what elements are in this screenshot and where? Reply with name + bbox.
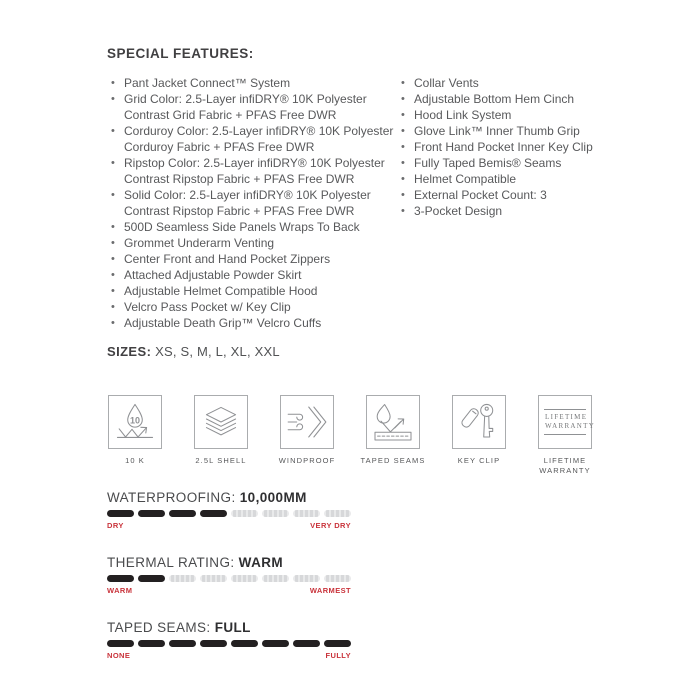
taped-seams-label: TAPED SEAMS: xyxy=(107,620,211,635)
rating-segment xyxy=(324,575,351,582)
feature-item: • Front Hand Pocket Inner Key Clip xyxy=(397,139,605,155)
taped-seams-min-label: NONE xyxy=(107,651,131,660)
taped-seams-icon xyxy=(369,398,417,446)
rating-segment xyxy=(231,510,258,517)
special-features-columns xyxy=(107,75,700,331)
rating-segment xyxy=(169,510,196,517)
feature-item: • Adjustable Bottom Hem Cinch xyxy=(397,91,605,107)
svg-text:10: 10 xyxy=(129,415,141,426)
rating-segment xyxy=(324,640,351,647)
feature-item: • Solid Color: 2.5-Layer infiDRY® 10K Polyester Contrast Ripstop Fabric + PFAS Free DWR xyxy=(107,187,397,219)
thermal-max-label: WARMEST xyxy=(309,586,351,595)
thermal-value: WARM xyxy=(238,555,284,570)
feature-icon-row xyxy=(92,395,700,475)
taped-seams-rating-section xyxy=(107,620,700,660)
icon-cell-key-clip xyxy=(436,395,522,475)
taped-seams-max-label: FULLY xyxy=(325,651,351,660)
icon-label-taped-seams: TAPED SEAMS xyxy=(360,456,426,465)
thermal-bar xyxy=(107,575,351,582)
feature-item: • External Pocket Count: 3 xyxy=(397,187,605,203)
rating-segment xyxy=(107,575,134,582)
taped-seams-value: FULL xyxy=(214,620,251,635)
sizes-line xyxy=(107,344,700,359)
warranty-badge-line1: LIFETIME xyxy=(545,413,588,421)
feature-item: • Attached Adjustable Powder Skirt xyxy=(107,267,397,283)
rating-segment xyxy=(200,510,227,517)
icon-label-windproof: WINDPROOF xyxy=(278,456,336,465)
icon-cell-windproof xyxy=(264,395,350,475)
icon-cell-lifetime-warranty xyxy=(522,395,608,475)
taped-seams-bar xyxy=(107,640,351,647)
feature-item: • 500D Seamless Side Panels Wraps To Back xyxy=(107,219,397,235)
sizes-label: SIZES: xyxy=(107,344,152,359)
windproof-icon xyxy=(283,398,331,446)
rating-segment xyxy=(262,575,289,582)
special-features-left-list xyxy=(107,75,397,331)
rating-segment xyxy=(200,575,227,582)
thermal-rating-section xyxy=(107,555,700,595)
rating-segment xyxy=(293,510,320,517)
thermal-heading xyxy=(107,555,700,570)
icon-cell-shell xyxy=(178,395,264,475)
icon-cell-taped-seams xyxy=(350,395,436,475)
feature-item: • Grommet Underarm Venting xyxy=(107,235,397,251)
rating-segment xyxy=(293,640,320,647)
waterproofing-max-label: VERY DRY xyxy=(310,521,351,530)
feature-item: • Helmet Compatible xyxy=(397,171,605,187)
icon-label-key-clip: KEY CLIP xyxy=(457,456,501,465)
feature-item: • Center Front and Hand Pocket Zippers xyxy=(107,251,397,267)
feature-item: • Glove Link™ Inner Thumb Grip xyxy=(397,123,605,139)
rating-segment xyxy=(138,510,165,517)
waterproof-10k-icon xyxy=(111,398,159,446)
feature-item: • Adjustable Helmet Compatible Hood xyxy=(107,283,397,299)
lifetime-warranty-icon xyxy=(544,409,596,435)
feature-item: • Ripstop Color: 2.5-Layer infiDRY® 10K Polyester Contrast Ripstop Fabric + PFAS Free DWR xyxy=(107,155,397,187)
thermal-min-label: WARM xyxy=(107,586,133,595)
rating-segment xyxy=(138,575,165,582)
waterproofing-value: 10,000MM xyxy=(239,490,307,505)
icon-label-10k: 10 K xyxy=(125,456,145,465)
waterproofing-min-label: DRY xyxy=(107,521,124,530)
feature-item: • Grid Color: 2.5-Layer infiDRY® 10K Polyester Contrast Grid Fabric + PFAS Free DWR xyxy=(107,91,397,123)
rating-segment xyxy=(169,575,196,582)
rating-segment xyxy=(231,575,258,582)
taped-seams-heading xyxy=(107,620,700,635)
waterproofing-label: WATERPROOFING: xyxy=(107,490,236,505)
waterproofing-rating-section xyxy=(107,490,700,530)
waterproofing-bar xyxy=(107,510,351,517)
icon-label-lifetime-warranty: LIFETIME WARRANTY xyxy=(539,456,591,475)
rating-segment xyxy=(231,640,258,647)
rating-segment xyxy=(262,640,289,647)
waterproofing-heading xyxy=(107,490,700,505)
rating-segment xyxy=(324,510,351,517)
rating-segment xyxy=(107,510,134,517)
feature-item: • 3-Pocket Design xyxy=(397,203,605,219)
key-clip-icon xyxy=(455,398,503,446)
feature-item: • Hood Link System xyxy=(397,107,605,123)
rating-segment xyxy=(138,640,165,647)
thermal-label: THERMAL RATING: xyxy=(107,555,235,570)
feature-item: • Velcro Pass Pocket w/ Key Clip xyxy=(107,299,397,315)
feature-item: • Fully Taped Bemis® Seams xyxy=(397,155,605,171)
sizes-value: XS, S, M, L, XL, XXL xyxy=(155,344,280,359)
warranty-badge-line2: WARRANTY xyxy=(545,422,596,430)
feature-item: • Corduroy Color: 2.5-Layer infiDRY® 10K Polyester Corduroy Fabric + PFAS Free DWR xyxy=(107,123,397,155)
feature-item: • Collar Vents xyxy=(397,75,605,91)
special-features-right-list xyxy=(397,75,605,219)
icon-label-shell: 2.5L SHELL xyxy=(195,456,247,465)
feature-item: • Adjustable Death Grip™ Velcro Cuffs xyxy=(107,315,397,331)
special-features-heading: SPECIAL FEATURES: xyxy=(107,46,254,61)
rating-segment xyxy=(200,640,227,647)
shell-layers-icon xyxy=(197,398,245,446)
rating-segment xyxy=(293,575,320,582)
rating-segment xyxy=(262,510,289,517)
icon-cell-10k xyxy=(92,395,178,475)
rating-segment xyxy=(107,640,134,647)
rating-segment xyxy=(169,640,196,647)
feature-item: • Pant Jacket Connect™ System xyxy=(107,75,397,91)
